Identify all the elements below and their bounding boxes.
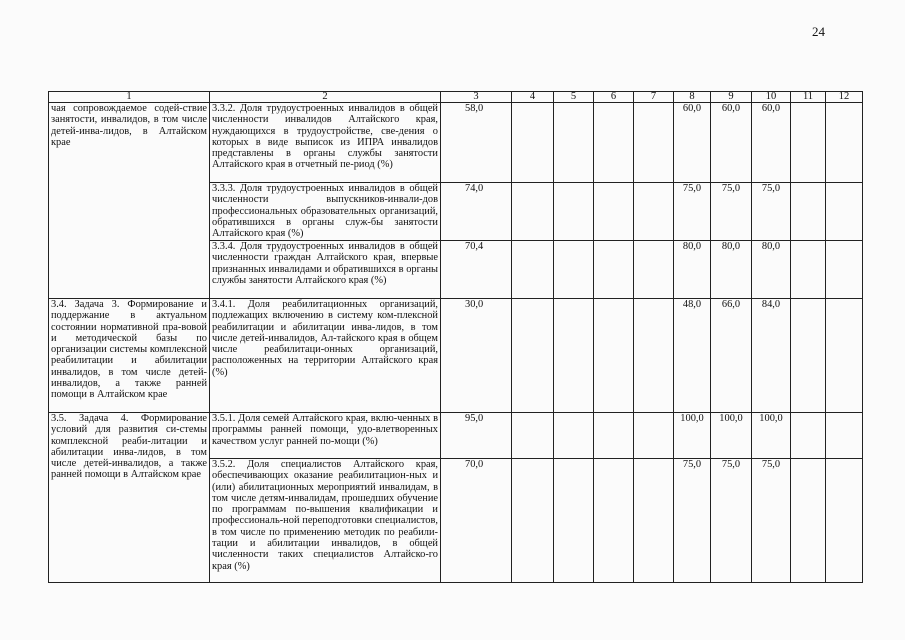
value-cell-col3: 58,0	[441, 103, 512, 183]
empty-cell	[554, 413, 594, 459]
value-cell-col10: 84,0	[752, 299, 791, 413]
empty-cell	[791, 299, 826, 413]
goal-cell: чая сопровождаемое содей-ствие занятости, инвалидов, в том числе детей-инва-лидов, в Алтайском крае	[49, 103, 210, 299]
value-cell-col9: 100,0	[711, 413, 752, 459]
value-cell-col10: 60,0	[752, 103, 791, 183]
goal-cell: 3.4. Задача 3. Формирование и поддержание в актуальном состоянии нормативной пра-вовой и методической базы по организации системы комплексной реабилитации и абилитации инвалидов, в том числе детей-инвалидов, а также ранней помощи в Алтайском крае	[49, 299, 210, 413]
value-cell-col3: 95,0	[441, 413, 512, 459]
value-cell-col9: 66,0	[711, 299, 752, 413]
table-row	[49, 103, 863, 183]
empty-cell	[554, 299, 594, 413]
table-row	[49, 413, 863, 459]
value-cell-col10: 75,0	[752, 183, 791, 241]
empty-cell	[512, 413, 554, 459]
empty-cell	[594, 103, 634, 183]
empty-cell	[634, 183, 674, 241]
empty-cell	[594, 459, 634, 583]
value-cell-col9: 75,0	[711, 183, 752, 241]
empty-cell	[554, 241, 594, 299]
empty-cell	[791, 413, 826, 459]
value-cell-col3: 74,0	[441, 183, 512, 241]
empty-cell	[791, 183, 826, 241]
col-header: 9	[711, 92, 752, 103]
empty-cell	[634, 103, 674, 183]
empty-cell	[826, 459, 863, 583]
empty-cell	[826, 103, 863, 183]
empty-cell	[594, 299, 634, 413]
empty-cell	[594, 413, 634, 459]
empty-cell	[594, 241, 634, 299]
empty-cell	[791, 103, 826, 183]
empty-cell	[826, 299, 863, 413]
page-number: 24	[812, 24, 825, 39]
empty-cell	[554, 183, 594, 241]
value-cell-col8: 48,0	[674, 299, 711, 413]
value-cell-col8: 60,0	[674, 103, 711, 183]
empty-cell	[554, 459, 594, 583]
value-cell-col3: 70,0	[441, 459, 512, 583]
value-cell-col8: 75,0	[674, 183, 711, 241]
col-header: 5	[554, 92, 594, 103]
empty-cell	[512, 459, 554, 583]
value-cell-col9: 80,0	[711, 241, 752, 299]
col-header: 7	[634, 92, 674, 103]
indicators-table	[48, 91, 863, 583]
empty-cell	[634, 459, 674, 583]
col-header: 8	[674, 92, 711, 103]
col-header: 4	[512, 92, 554, 103]
indicator-cell: 3.3.2. Доля трудоустроенных инвалидов в общей численности инвалидов Алтайского края, нуждающихся в трудоустройстве, све-дения о которых в виде выписок из ИПРА инвалидов представлены в органы службы занятости Алтайского края в отчетный пе-риод (%)	[210, 103, 441, 183]
value-cell-col8: 80,0	[674, 241, 711, 299]
empty-cell	[594, 183, 634, 241]
value-cell-col3: 70,4	[441, 241, 512, 299]
empty-cell	[791, 459, 826, 583]
col-header: 3	[441, 92, 512, 103]
indicator-cell: 3.4.1. Доля реабилитационных организаций, подлежащих включению в систему ком-плексной реабилитации и абилитации инва-лидов, в том числе детей-инвалидов, Ал-тайского края в общем числе реабилитаци-онных организаций, расположенных на территории Алтайского края (%)	[210, 299, 441, 413]
empty-cell	[554, 103, 594, 183]
col-header: 10	[752, 92, 791, 103]
empty-cell	[634, 241, 674, 299]
col-header: 1	[49, 92, 210, 103]
value-cell-col3: 30,0	[441, 299, 512, 413]
empty-cell	[512, 241, 554, 299]
indicator-cell: 3.5.1. Доля семей Алтайского края, вклю-ченных в программы ранней помощи, удо-влетворенных качеством услуг ранней по-мощи (%)	[210, 413, 441, 459]
empty-cell	[826, 413, 863, 459]
empty-cell	[512, 103, 554, 183]
value-cell-col10: 80,0	[752, 241, 791, 299]
value-cell-col8: 75,0	[674, 459, 711, 583]
empty-cell	[634, 299, 674, 413]
goal-cell: 3.5. Задача 4. Формирование условий для развития си-стемы комплексной реаби-литации и абилитации инва-лидов, в том числе детей-инвалидов, а также ранней помощи в Алтайском крае	[49, 413, 210, 583]
empty-cell	[791, 241, 826, 299]
col-header: 6	[594, 92, 634, 103]
value-cell-col8: 100,0	[674, 413, 711, 459]
col-header: 11	[791, 92, 826, 103]
value-cell-col10: 75,0	[752, 459, 791, 583]
col-header: 12	[826, 92, 863, 103]
value-cell-col9: 60,0	[711, 103, 752, 183]
empty-cell	[634, 413, 674, 459]
value-cell-col9: 75,0	[711, 459, 752, 583]
indicator-cell: 3.3.4. Доля трудоустроенных инвалидов в общей численности граждан Алтайского края, впервые признанных инвалидами и обратившихся в органы службы занятости Алтайского края (%)	[210, 241, 441, 299]
empty-cell	[826, 241, 863, 299]
empty-cell	[512, 183, 554, 241]
value-cell-col10: 100,0	[752, 413, 791, 459]
empty-cell	[512, 299, 554, 413]
indicator-cell: 3.3.3. Доля трудоустроенных инвалидов в общей численности выпускников-инвали-дов профессиональных образовательных организаций, обратившихся в органы служ-бы занятости Алтайского края (%)	[210, 183, 441, 241]
indicator-cell: 3.5.2. Доля специалистов Алтайского края, обеспечивающих оказание реабилитацион-ных и (или) абилитационных мероприятий инвалидам, в том числе детям-инвалидам, прошедших обучение по программам по-вышения квалификации и профессиональ-ной переподготовки специалистов, в том числе по применению методик по реабили-тации и абилитации инвалидов, в общей численности таких специалистов Алтайско-го края (%)	[210, 459, 441, 583]
table-row	[49, 299, 863, 413]
col-header: 2	[210, 92, 441, 103]
empty-cell	[826, 183, 863, 241]
header-row	[49, 92, 863, 103]
